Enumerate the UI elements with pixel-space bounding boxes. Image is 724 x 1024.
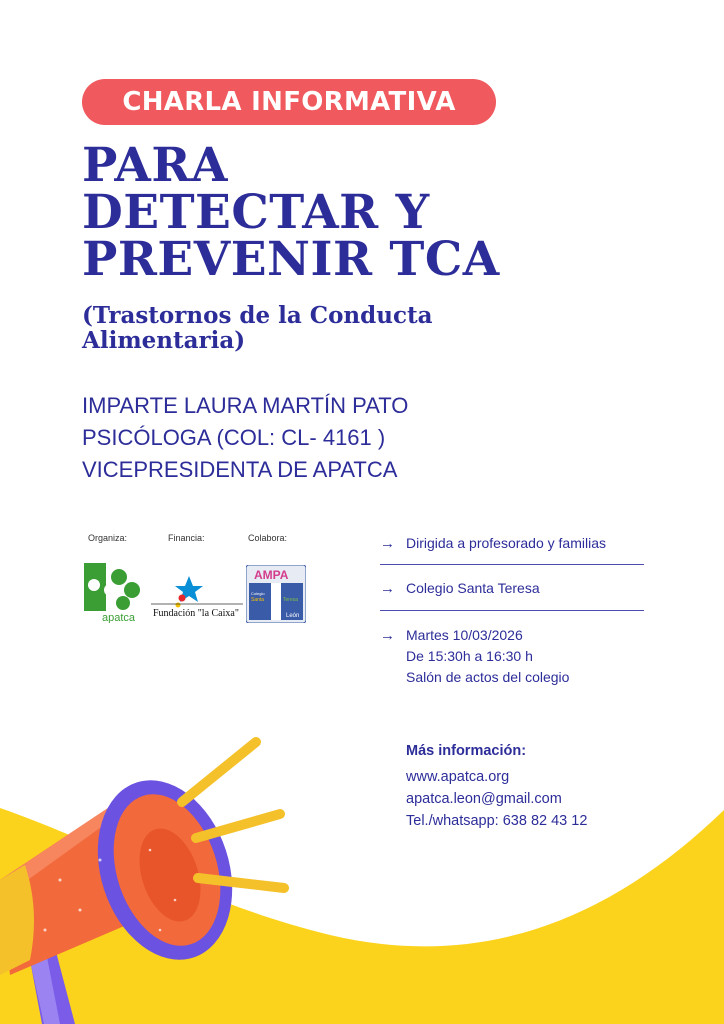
- speaker-role: VICEPRESIDENTA DE APATCA: [82, 457, 398, 482]
- subheadline-line-2: Alimentaria): [82, 327, 246, 354]
- ampa-logo-text: AMPA: [254, 568, 289, 582]
- contact-heading: Más información:: [406, 743, 527, 759]
- contact-email[interactable]: apatca.leon@gmail.com: [406, 791, 562, 807]
- subheadline-line-1: (Trastornos de la Conducta: [82, 302, 433, 329]
- organiza-label: Organiza:: [88, 533, 128, 543]
- ampa-small-text-2: Santa: [251, 597, 265, 603]
- apatca-logo: [84, 563, 146, 623]
- arrow-right-icon: →: [380, 535, 395, 552]
- apatca-logo-text: apatca: [102, 612, 136, 623]
- info-venue: Colegio Santa Teresa: [406, 580, 540, 596]
- subheadline: [82, 303, 502, 353]
- ampa-small-text-4: León: [286, 613, 300, 619]
- arrow-right-icon: →: [380, 580, 395, 597]
- ampa-small-text-1: Colegio: [251, 591, 265, 596]
- headline-line-3: PREVENIR TCA: [82, 232, 500, 287]
- la-caixa-logo-text: Fundación "la Caixa": [153, 608, 239, 619]
- megaphone-icon: [0, 730, 300, 1024]
- ampa-logo: [246, 565, 306, 623]
- speaker-title: PSICÓLOGA (COL: CL- 4161 ): [82, 425, 386, 450]
- divider: [380, 610, 644, 611]
- info-room: Salón de actos del colegio: [406, 669, 570, 685]
- ampa-small-text-3: Teresa: [283, 597, 299, 603]
- event-type-badge: CHARLA INFORMATIVA: [82, 79, 496, 125]
- speaker-name: IMPARTE LAURA MARTÍN PATO: [82, 393, 409, 418]
- info-audience: Dirigida a profesorado y familias: [406, 535, 606, 551]
- info-time: De 15:30h a 16:30 h: [406, 648, 533, 664]
- arrow-right-icon: →: [380, 627, 395, 644]
- divider: [380, 564, 644, 565]
- headline: [82, 138, 542, 287]
- contact-web[interactable]: www.apatca.org: [406, 769, 510, 785]
- colabora-label: Colabora:: [248, 533, 288, 543]
- headline-line-2: DETECTAR Y: [82, 185, 430, 240]
- la-caixa-star-logo: [151, 572, 243, 622]
- info-date: Martes 10/03/2026: [406, 627, 523, 643]
- contact-phone: Tel./whatsapp: 638 82 43 12: [406, 813, 588, 829]
- headline-line-1: PARA: [82, 138, 228, 193]
- financia-label: Financia:: [168, 533, 205, 543]
